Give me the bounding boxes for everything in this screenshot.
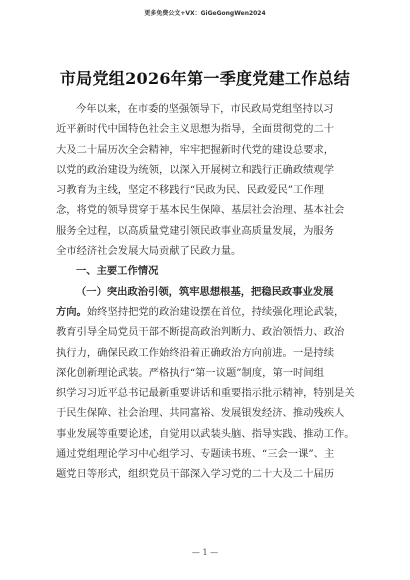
paragraph-line: 习教育为主线，坚定不移践行“民政为民、民政爱民”工作理 bbox=[56, 184, 324, 197]
subsection-heading-end: 方向。 bbox=[56, 305, 87, 318]
paragraph-line: 织学习习近平总书记最新重要讲话和重要指示批示精神，特别是关 bbox=[56, 387, 355, 400]
paragraph-line: 教育引导全局党员干部不断提高政治判断力、政治领悟力、政治 bbox=[56, 326, 345, 339]
paragraph-line: 题党日等形式，组织党员干部深入学习党的二十大及二十届历 bbox=[56, 468, 335, 481]
subsection-first-line-text: 始终坚持把党的政治建设摆在首位，持续强化理论武装， bbox=[86, 305, 345, 318]
paragraph-line: 以党的政治建设为统领，以深入开展树立和践行正确政绩观学 bbox=[56, 163, 335, 176]
paragraph-line: 全市经济社会发展大局贡献了民政力量。 bbox=[56, 245, 242, 258]
subsection-heading: （一）突出政治引领，筑牢思想根基，把稳民政事业发展 bbox=[76, 285, 334, 298]
paragraph-line: 念，将党的领导贯穿于基本民生保障、基层社会治理、基本社会 bbox=[56, 204, 345, 217]
document-title: 市局党组2026年第一季度党建工作总结 bbox=[59, 69, 351, 88]
page-number: — 1 — bbox=[191, 548, 219, 557]
paragraph-line: 通过党组理论学习中心组学习、专题读书班、“三会一课”、主 bbox=[56, 448, 335, 461]
paragraph-line: 事业发展等重要论述，自觉用以武装头脑、指导实践、推动工作。 bbox=[56, 427, 355, 440]
paragraph-line: 今年以来，在市委的坚强领导下，市民政局党组坚持以习 bbox=[76, 103, 334, 115]
paragraph-line: 深化创新理论武装。严格执行“第一议题”制度，第一时间组 bbox=[56, 366, 324, 379]
paragraph-line: 执行力，确保民政工作始终沿着正确政治方向前进。一是持续 bbox=[56, 346, 335, 359]
paragraph-line: 服务全过程，以高质量党建引领民政事业高质量发展，为服务 bbox=[56, 224, 335, 237]
document-body bbox=[56, 99, 358, 485]
paragraph-line: 大及二十届历次全会精神，牢牢把握新时代党的建设总要求， bbox=[56, 143, 335, 156]
page-header: 更多免费公文+VX：GiGeGongWen2024 bbox=[144, 10, 266, 17]
paragraph-line: 于民生保障、社会治理、共同富裕、发展银发经济、推动残疾人 bbox=[56, 407, 345, 420]
section-heading: 一、主要工作情况 bbox=[76, 265, 159, 278]
paragraph-line: 近平新时代中国特色社会主义思想为指导，全面贯彻党的二十 bbox=[56, 123, 335, 136]
subsection-first-line bbox=[56, 302, 358, 322]
